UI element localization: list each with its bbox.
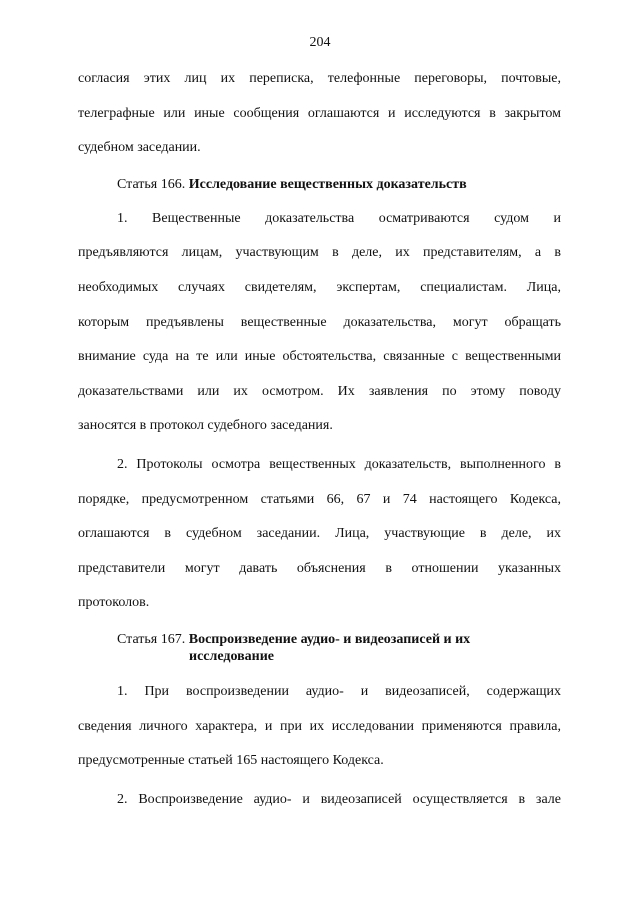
text-line: 2. Воспроизведение аудио- и видеозаписей осуществляется в зале bbox=[117, 791, 561, 807]
text-line: которым предъявлены вещественные доказательства, могут обращать bbox=[78, 314, 561, 330]
text-line: 1. Вещественные доказательства осматриваются судом и bbox=[117, 210, 561, 226]
document-body bbox=[78, 62, 561, 817]
article-167-title-line1: Воспроизведение аудио- и видеозаписей и их bbox=[188, 631, 471, 647]
text-line: доказательствами или их осмотром. Их заявления по этому поводу bbox=[78, 383, 561, 399]
text-line: предъявляются лицам, участвующим в деле, их представителям, а в bbox=[78, 245, 561, 261]
text-line: 2. Протоколы осмотра вещественных доказательств, выполненного в bbox=[117, 456, 561, 472]
article-167-heading bbox=[78, 631, 561, 665]
text-line: внимание суда на те или иные обстоятельства, связанные с вещественными bbox=[78, 349, 561, 365]
text-line: 1. При воспроизведении аудио- и видеозаписей, содержащих bbox=[117, 683, 561, 699]
text-line: телеграфные или иные сообщения оглашаются и исследуются в закрытом bbox=[78, 105, 561, 121]
text-line: заносятся в протокол судебного заседания. bbox=[78, 418, 333, 434]
text-line: порядке, предусмотренном статьями 66, 67 и 74 настоящего Кодекса, bbox=[78, 491, 561, 507]
article-166-prefix: Статья 166. bbox=[117, 176, 189, 192]
text-line: судебном заседании. bbox=[78, 140, 201, 156]
article-167-title-line2: исследование bbox=[189, 648, 275, 664]
text-line: необходимых случаях свидетелям, экспертам, специалистам. Лица, bbox=[78, 279, 561, 295]
page-number: 204 bbox=[309, 35, 331, 50]
text-line: протоколов. bbox=[78, 595, 150, 611]
article-166-title: Исследование вещественных доказательств bbox=[188, 176, 467, 192]
text-line: оглашаются в судебном заседании. Лица, участвующие в деле, их bbox=[78, 526, 561, 542]
article-166-heading bbox=[78, 168, 561, 202]
text-line: сведения личного характера, и при их исследовании применяются правила, bbox=[78, 718, 561, 734]
text-line: представители могут давать объяснения в отношении указанных bbox=[78, 560, 561, 576]
text-line: согласия этих лиц их переписка, телефонные переговоры, почтовые, bbox=[78, 71, 561, 86]
text-line: предусмотренные статьей 165 настоящего Кодекса. bbox=[78, 753, 384, 769]
article-167-prefix: Статья 167. bbox=[117, 631, 189, 647]
